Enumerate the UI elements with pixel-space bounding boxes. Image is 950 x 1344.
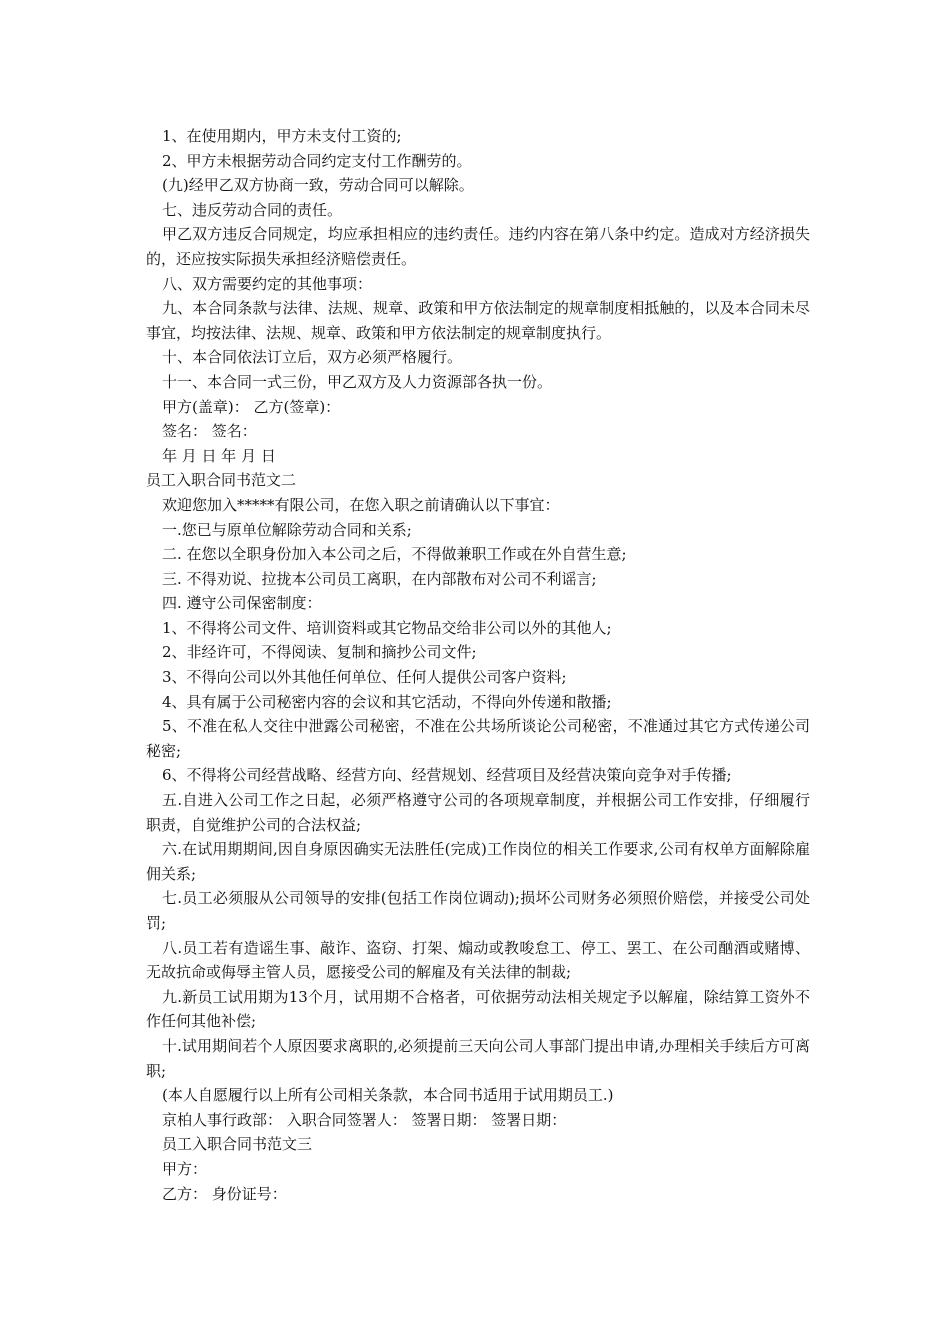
paragraph-line: 七、违反劳动合同的责任。: [162, 200, 343, 219]
paragraph-line: 5、不准在私人交往中泄露公司秘密，不准在公共场所谈论公司秘密，不准通过其它方式传递公司秘密;: [146, 717, 810, 760]
paragraph-line: 十一、本合同一式三份，甲乙双方及人力资源部各执一份。: [162, 372, 553, 391]
paragraph-line: 九、本合同条款与法律、法规、规章、政策和甲方依法制定的规章制度相抵触的，以及本合同未尽事宜，均按法律、法规、规章、政策和甲方依法制定的规章制度执行。: [146, 299, 810, 342]
paragraph-line: 五.自进入公司工作之日起，必须严格遵守公司的各项规章制度，并根据公司工作安排，仔细履行职责，自觉维护公司的合法权益;: [146, 791, 810, 834]
paragraph-line: 年 月 日 年 月 日: [162, 446, 276, 465]
paragraph-line: 4、具有属于公司秘密内容的会议和其它活动，不得向外传递和散播;: [162, 692, 612, 711]
paragraph-line: 四. 遵守公司保密制度：: [162, 594, 322, 613]
paragraph-line: (九)经甲乙双方协商一致，劳动合同可以解除。: [162, 176, 474, 195]
paragraph-line: 六.在试用期期间,因自身原因确实无法胜任(完成)工作岗位的相关工作要求,公司有权单方面解除雇佣关系;: [146, 840, 810, 883]
paragraph-line: 八、双方需要约定的其他事项：: [162, 274, 373, 293]
paragraph-line: 一.您已与原单位解除劳动合同和关系;: [162, 520, 412, 539]
paragraph-line: 2、非经许可，不得阅读、复制和摘抄公司文件;: [162, 643, 477, 662]
paragraph-line: 八.员工若有造谣生事、敲诈、盗窃、打架、煽动或教唆怠工、停工、罢工、在公司酗酒或赌博、无故抗命或侮辱主管人员，愿接受公司的解雇及有关法律的制裁;: [146, 938, 810, 982]
paragraph-line: 三. 不得劝说、拉拢本公司员工离职，在内部散布对公司不利谣言;: [162, 569, 597, 588]
paragraph-line: 2、甲方未根据劳动合同约定支付工作酬劳的。: [162, 151, 472, 170]
paragraph-line: 二. 在您以全职身份加入本公司之后，不得做兼职工作或在外自营生意;: [162, 545, 627, 564]
paragraph-line: 1、不得将公司文件、培训资料或其它物品交给非公司以外的其他人;: [162, 618, 612, 637]
paragraph-line: (本人自愿履行以上所有公司相关条款，本合同书适用于试用期员工.): [162, 1086, 614, 1105]
paragraph-line: 员工入职合同书范文二: [146, 471, 297, 490]
paragraph-line: 甲乙双方违反合同规定，均应承担相应的违约责任。违约内容在第八条中约定。造成对方经济损失的，还应按实际损失承担经济赔偿责任。: [146, 225, 810, 268]
paragraph-line: 十、本合同依法订立后，双方必须严格履行。: [162, 348, 463, 367]
paragraph-line: 七.员工必须服从公司领导的安排(包括工作岗位调动);损坏公司财务必须照价赔偿，并接受公司处罚;: [146, 889, 810, 932]
paragraph-line: 九.新员工试用期为13个月，试用期不合格者，可依据劳动法相关规定予以解雇，除结算工资外不作任何其他补偿;: [146, 987, 810, 1031]
paragraph-line: 员工入职合同书范文三: [162, 1135, 313, 1154]
document-body: [146, 124, 810, 1206]
paragraph-line: 乙方： 身份证号：: [162, 1184, 287, 1203]
paragraph-line: 甲方：: [162, 1159, 208, 1178]
paragraph-line: 6、不得将公司经营战略、经营方向、经营规划、经营项目及经营决策向竞争对手传播;: [162, 766, 732, 785]
paragraph-line: 十.试用期间若个人原因要求离职的,必须提前三天向公司人事部门提出申请,办理相关手续后方可离职;: [146, 1036, 810, 1080]
paragraph-line: 欢迎您加入*****有限公司，在您入职之前请确认以下事宜：: [162, 495, 560, 514]
paragraph-line: 1、在使用期内，甲方未支付工资的;: [162, 127, 402, 145]
paragraph-line: 甲方(盖章)： 乙方(签章)：: [162, 397, 341, 416]
paragraph-line: 京柏人事行政部： 入职合同签署人： 签署日期： 签署日期：: [162, 1110, 567, 1129]
paragraph-line: 签名： 签名：: [162, 422, 257, 441]
paragraph-line: 3、不得向公司以外其他任何单位、任何人提供公司客户资料;: [162, 668, 567, 687]
